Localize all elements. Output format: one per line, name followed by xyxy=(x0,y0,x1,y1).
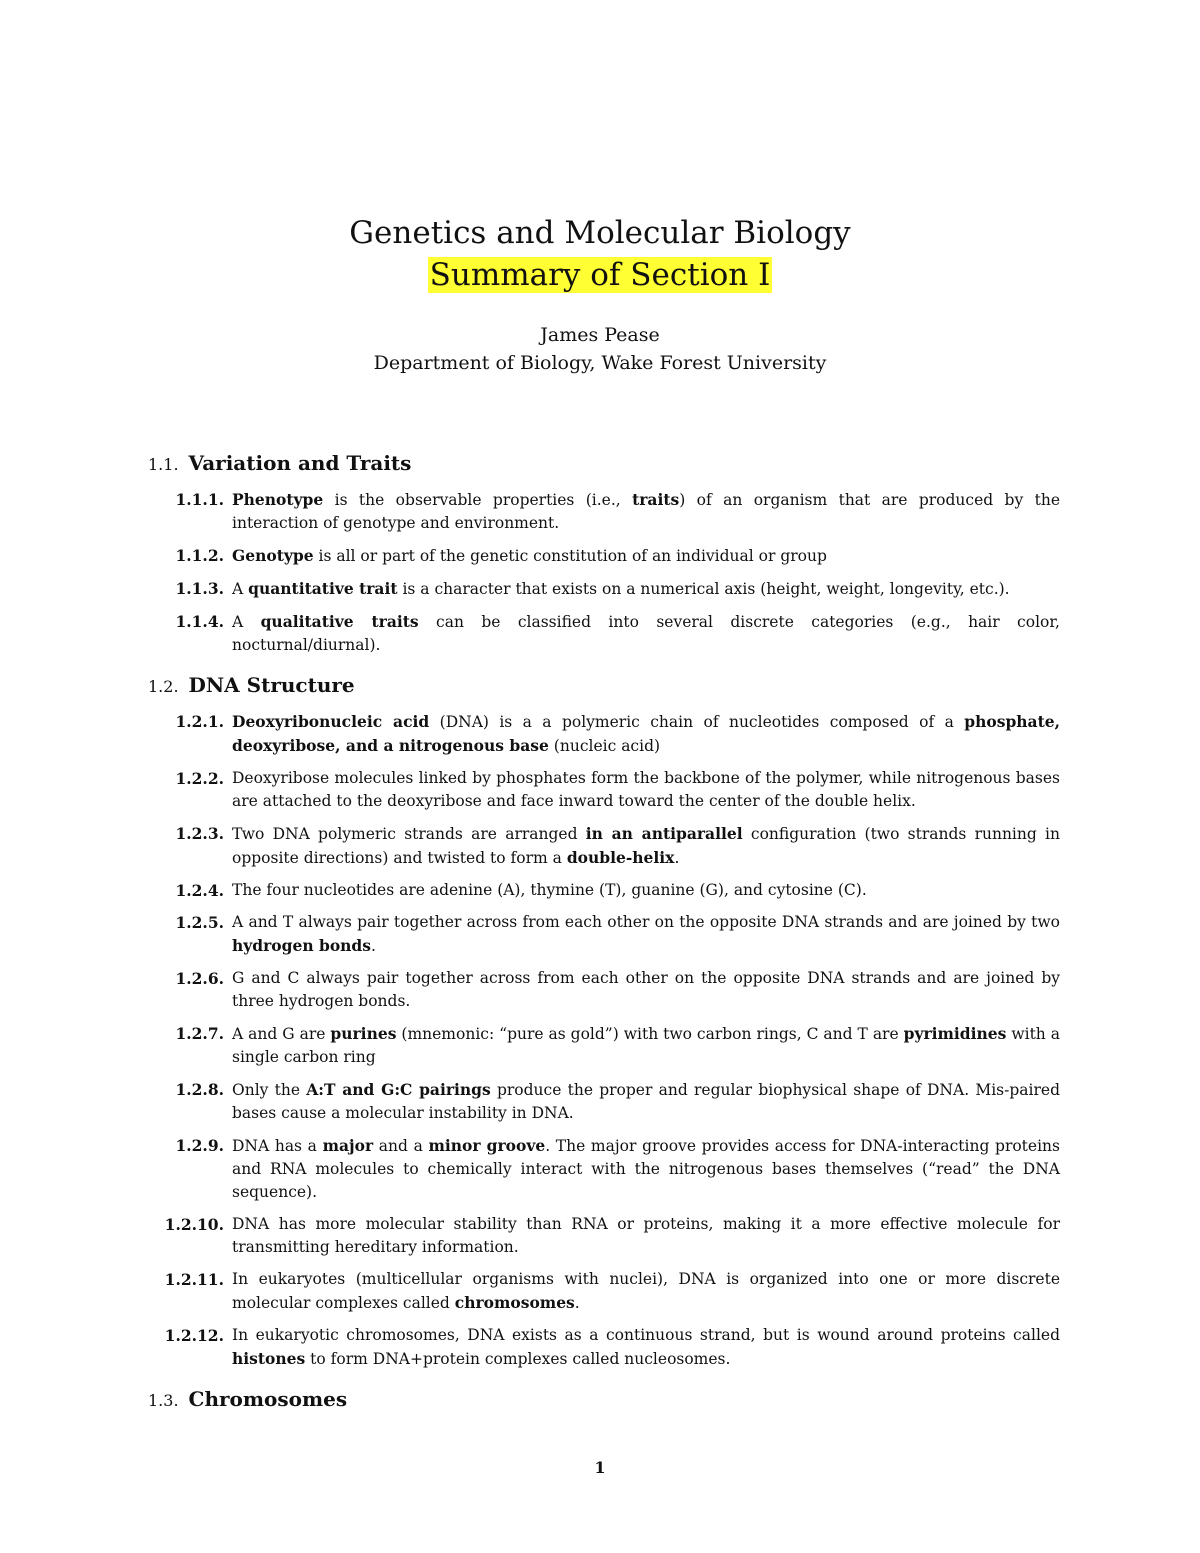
list-item xyxy=(148,879,1060,902)
item-number: 1.2.3. xyxy=(175,824,224,843)
item-text: A and T always pair together across from each other on the opposite DNA strands and are joined by two hydrogen bonds. xyxy=(232,913,1060,955)
item-number: 1.2.11. xyxy=(164,1270,224,1289)
section-number: 1.3. xyxy=(148,1391,179,1410)
document-subtitle xyxy=(0,254,1200,296)
document-body xyxy=(148,448,1060,1424)
item-text: Deoxyribonucleic acid (DNA) is a a polymeric chain of nucleotides composed of a phosphate, deoxyribose, and a nitrogenous base (nucleic acid) xyxy=(232,712,1061,755)
item-number: 1.2.1. xyxy=(175,712,224,731)
section xyxy=(148,1384,1060,1416)
item-text: A quantitative trait is a character that exists on a numerical axis (height, weight, longevity, etc.). xyxy=(232,579,1010,598)
item-text: In eukaryotic chromosomes, DNA exists as a continuous strand, but is wound around proteins called histones to form DNA+protein complexes called nucleosomes. xyxy=(232,1326,1060,1368)
item-number: 1.2.2. xyxy=(175,769,224,788)
author-name: James Pease xyxy=(540,324,660,346)
list-item xyxy=(148,767,1060,813)
section-number: 1.2. xyxy=(148,677,179,696)
item-number: 1.2.6. xyxy=(175,969,224,988)
item-number: 1.2.7. xyxy=(175,1024,224,1043)
item-number: 1.2.10. xyxy=(164,1215,224,1234)
list-item xyxy=(148,822,1060,870)
list-item xyxy=(148,1134,1060,1204)
section-number: 1.1. xyxy=(148,455,179,474)
author-affiliation: Department of Biology, Wake Forest University xyxy=(373,352,827,374)
section-heading xyxy=(148,1384,1060,1416)
item-text: DNA has a major and a minor groove. The major groove provides access for DNA-interacting proteins and RNA molecules to chemically interact with the nitrogenous bases themselves (“read” the DNA sequence). xyxy=(232,1136,1060,1201)
item-number: 1.1.3. xyxy=(175,579,224,598)
list-item xyxy=(148,577,1060,601)
section-title: Variation and Traits xyxy=(188,451,412,475)
section-heading xyxy=(148,448,1060,480)
item-number: 1.1.2. xyxy=(175,546,224,565)
item-text: Only the A:T and G:C pairings produce the proper and regular biophysical shape of DNA. Mis-paired bases cause a molecular instability in DNA. xyxy=(232,1080,1060,1122)
section xyxy=(148,448,1060,670)
item-text: The four nucleotides are adenine (A), thymine (T), guanine (G), and cytosine (C). xyxy=(232,881,867,899)
section-title: DNA Structure xyxy=(188,673,355,697)
item-text: A and G are purines (mnemonic: “pure as gold”) with two carbon rings, C and T are pyrimidines with a single carbon ring xyxy=(232,1024,1060,1066)
list-item xyxy=(148,1268,1060,1315)
item-number: 1.1.4. xyxy=(175,612,224,631)
list-item xyxy=(148,544,1060,568)
item-text: Deoxyribose molecules linked by phosphates form the backbone of the polymer, while nitrogenous bases are attached to the deoxyribose and face inward toward the center of the double helix. xyxy=(232,769,1060,810)
page-number: 1 xyxy=(594,1458,606,1477)
item-text: DNA has more molecular stability than RNA or proteins, making it a more effective molecule for transmitting hereditary information. xyxy=(232,1215,1060,1256)
list-item xyxy=(148,710,1060,758)
list-item xyxy=(148,488,1060,535)
item-number: 1.2.8. xyxy=(175,1080,224,1099)
section-title: Chromosomes xyxy=(188,1387,348,1411)
list-item xyxy=(148,1213,1060,1259)
list-item xyxy=(148,911,1060,958)
item-text: Two DNA polymeric strands are arranged in an antiparallel configuration (two strands running in opposite directions) and twisted to form a double-helix. xyxy=(232,824,1060,867)
item-text: Phenotype is the observable properties (i.e., traits) of an organism that are produced by the interaction of genotype and environment. xyxy=(232,490,1060,532)
item-number: 1.2.12. xyxy=(164,1326,224,1345)
item-text: G and C always pair together across from each other on the opposite DNA strands and are joined by three hydrogen bonds. xyxy=(232,969,1060,1010)
document-title: Genetics and Molecular Biology xyxy=(349,215,851,251)
item-number: 1.2.9. xyxy=(175,1136,224,1155)
list-item xyxy=(148,967,1060,1013)
list-item xyxy=(148,610,1060,657)
item-text: In eukaryotes (multicellular organisms with nuclei), DNA is organized into one or more discrete molecular complexes called chromosomes. xyxy=(232,1270,1060,1312)
item-text: A qualitative traits can be classified into several discrete categories (e.g., hair color, nocturnal/diurnal). xyxy=(232,612,1060,654)
item-text: Genotype is all or part of the genetic constitution of an individual or group xyxy=(232,546,827,565)
section-heading xyxy=(148,670,1060,702)
item-number: 1.2.4. xyxy=(175,881,224,900)
list-item xyxy=(148,1324,1060,1371)
list-item xyxy=(148,1078,1060,1125)
list-item xyxy=(148,1022,1060,1069)
item-number: 1.2.5. xyxy=(175,913,224,932)
item-number: 1.1.1. xyxy=(175,490,224,509)
highlighted-subtitle: Summary of Section I xyxy=(429,257,771,293)
section xyxy=(148,670,1060,1384)
